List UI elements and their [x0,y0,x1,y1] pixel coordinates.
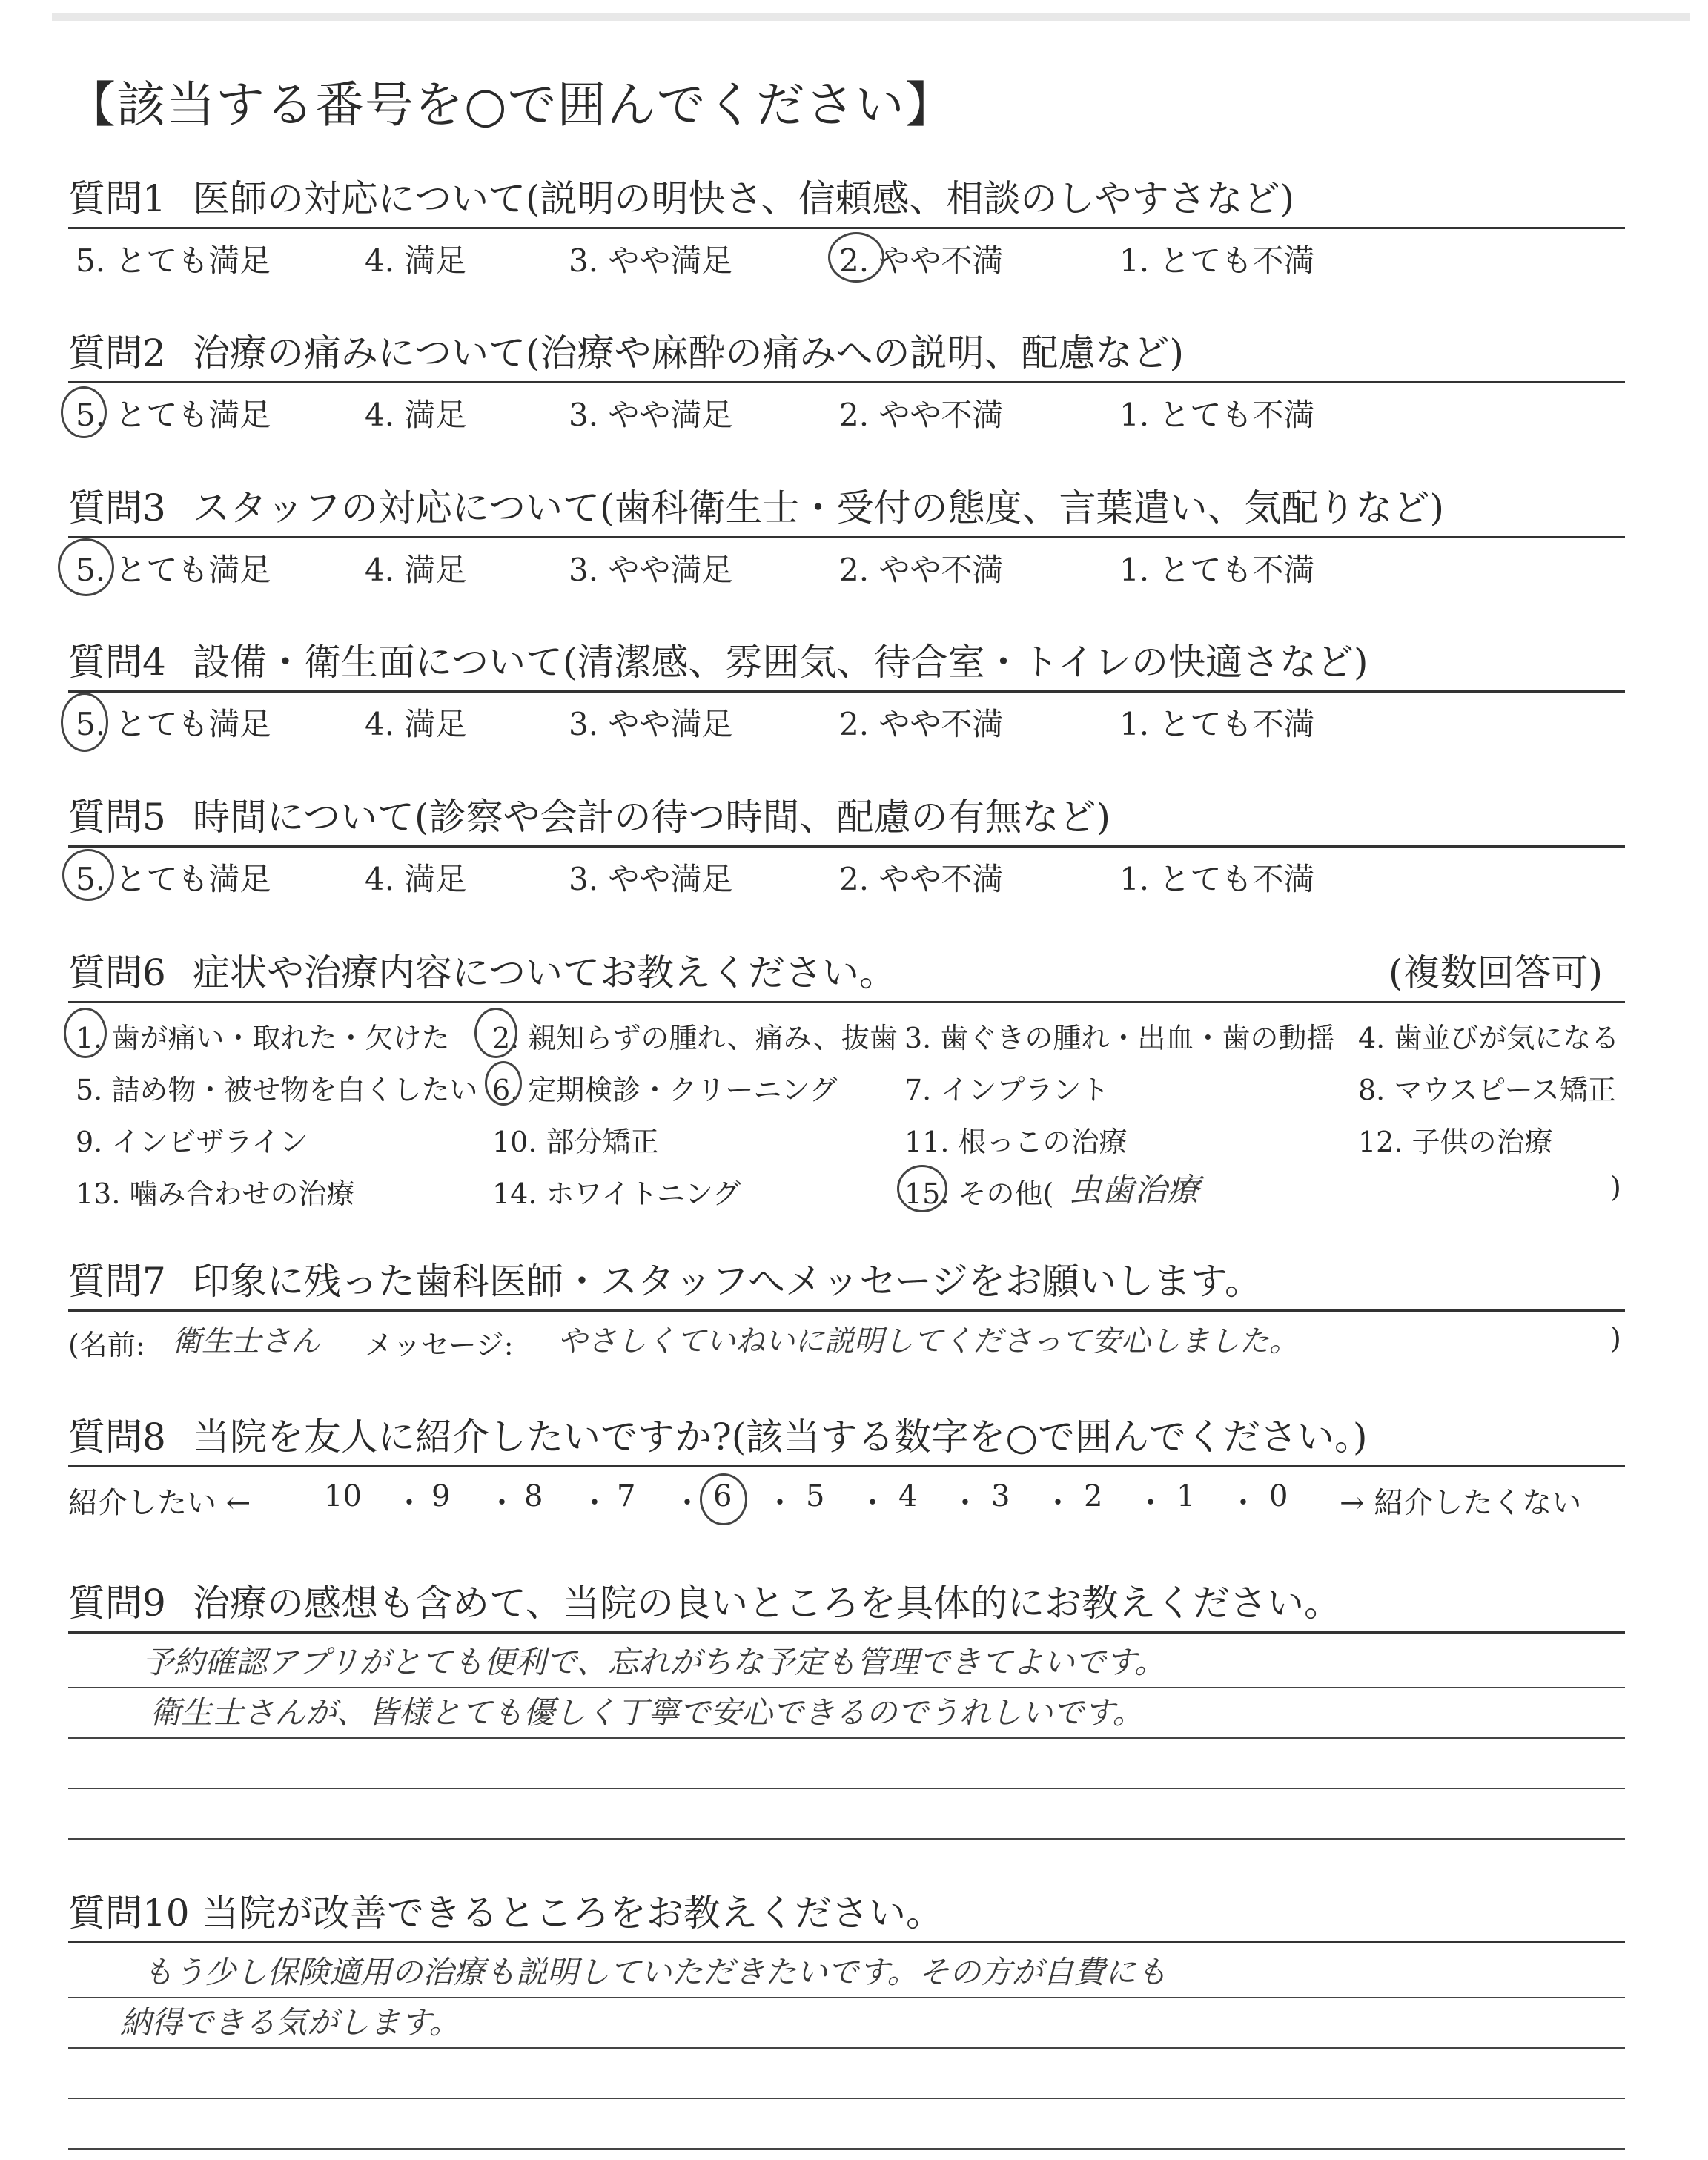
selection-circle [61,386,107,438]
option-3[interactable]: 3. やや満足 [569,552,733,588]
scale-dot: ・ [1136,1486,1165,1520]
question-number: 質問6 [68,951,166,994]
option-9[interactable]: 9. インビザライン [76,1126,308,1158]
message-close-paren: ) [1610,1322,1621,1355]
option-5[interactable]: 5. とても満足 [76,706,271,742]
question-9 [68,1573,1625,1840]
answer-line[interactable] [68,2099,1625,2150]
answer-line[interactable] [68,1948,1625,1998]
option-2[interactable]: 2. やや不満 [839,552,1004,588]
scale-0[interactable]: 0 [1269,1479,1288,1513]
answer-line[interactable] [68,1789,1625,1840]
question-text: スタッフの対応について(歯科衛生士・受付の態度、言葉遣い、気配りなど) [193,486,1445,529]
scale-right-label: → 紹介したくない [1340,1486,1582,1520]
question-text: 治療の痛みについて(治療や麻酔の痛みへの説明、配慮など) [193,331,1185,374]
message-value-handwritten[interactable]: やさしくていねいに説明してくださって安心しました。 [557,1324,1299,1358]
option-3[interactable]: 3. やや満足 [569,706,733,742]
question-number: 質問7 [68,1260,166,1303]
scale-dot: ・ [858,1486,887,1520]
question-3 [68,478,1625,587]
divider [68,690,1625,693]
scale-5[interactable]: 5 [806,1479,825,1513]
scale-dot: ・ [394,1486,424,1520]
question-2 [68,323,1625,432]
selection-circle [62,849,114,901]
question-5 [68,787,1625,896]
message-row [68,1318,1625,1362]
question-text: 当院を友人に紹介したいですか?(該当する数字を○で囲んでください。) [193,1416,1368,1459]
scale-9[interactable]: 9 [431,1479,451,1513]
question-text: 設備・衛生面について(清潔感、雰囲気、待合室・トイレの快適さなど) [193,641,1368,684]
option-1[interactable]: 1. 歯が痛い・取れた・欠けた [76,1022,450,1054]
selection-circle [474,1008,517,1058]
scale-4[interactable]: 4 [898,1479,918,1513]
selection-circle [58,538,114,596]
option-5[interactable]: 5. 詰め物・被せ物を白くしたい [76,1074,478,1106]
question-text: 治療の感想も含めて、当院の良いところを具体的にお教えください。 [193,1582,1341,1625]
option-2[interactable]: 2. やや不満 [839,706,1004,742]
answer-line[interactable] [68,2049,1625,2099]
rating-options [68,543,1625,587]
question-number: 質問4 [68,641,166,684]
option-5[interactable]: 5. とても満足 [76,861,271,897]
rating-options [68,388,1625,432]
question-number: 質問3 [68,486,166,529]
selection-circle [897,1165,947,1212]
answer-line[interactable] [68,1998,1625,2049]
scale-dot: ・ [950,1486,980,1520]
divider [68,1631,1625,1634]
scale-dot: ・ [487,1486,517,1520]
option-4[interactable]: 4. 満足 [365,861,467,897]
question-text: 印象に残った歯科医師・スタッフへメッセージをお願いします。 [193,1260,1262,1303]
option-1[interactable]: 1. とても不満 [1119,552,1315,588]
option-12[interactable]: 12. 子供の治療 [1358,1126,1553,1158]
question-number: 質問9 [68,1582,166,1625]
question-text: 医師の対応について(説明の明快さ、信頼感、相談のしやすさなど) [193,177,1295,220]
option-2[interactable]: 2. やや不満 [839,861,1004,897]
answer-lines [68,1948,1625,2150]
option-5[interactable]: 5. とても満足 [76,397,271,433]
scale-7[interactable]: 7 [617,1479,636,1513]
selection-circle [485,1061,522,1106]
question-7 [68,1252,1625,1362]
handwritten-answer: 納得できる気がします。 [120,2004,460,2041]
scale-3[interactable]: 3 [991,1479,1010,1513]
option-7[interactable]: 7. インプラント [904,1074,1110,1106]
question-number: 質問2 [68,331,166,374]
option-3[interactable]: 3. 歯ぐきの腫れ・出血・歯の動揺 [904,1022,1335,1054]
name-value-handwritten[interactable]: 衛生士さん [172,1324,320,1358]
other-close-paren: ) [1610,1171,1621,1203]
option-8[interactable]: 8. マウスピース矯正 [1358,1074,1616,1106]
question-1 [68,169,1625,278]
option-5[interactable]: 5. とても満足 [76,242,271,279]
scale-dot: ・ [1228,1486,1258,1520]
option-13[interactable]: 13. 噛み合わせの治療 [76,1178,355,1210]
scale-left-label: 紹介したい ← [68,1486,251,1520]
divider [68,227,1625,229]
selection-circle [700,1473,747,1525]
question-8 [68,1407,1625,1521]
option-2[interactable]: 2. やや不満 [839,242,1004,279]
handwritten-answer: もう少し保険適用の治療も説明していただきたいです。その方が自費にも [142,1954,1168,1990]
scale-dot: ・ [765,1486,795,1520]
answer-lines [68,1638,1625,1840]
question-number: 質問8 [68,1416,166,1459]
page-title: 【該当する番号を○で囲んでください】 [67,76,955,133]
scale-1[interactable]: 1 [1176,1479,1196,1513]
option-2[interactable]: 2. やや不満 [839,397,1004,433]
option-15[interactable]: 15. その他( [904,1178,1054,1210]
answer-line[interactable] [68,1688,1625,1739]
rating-options [68,697,1625,742]
rating-options [68,234,1625,278]
divider [68,1465,1625,1467]
question-text: 当院が改善できるところをお教えください。 [202,1892,943,1935]
option-2[interactable]: 2. 親知らずの腫れ、痛み、抜歯 [492,1022,898,1054]
selection-circle [828,232,884,283]
multiple-answers-note: (複数回答可) [1388,951,1603,994]
option-4[interactable]: 4. 満足 [365,552,467,588]
answer-line[interactable] [68,1638,1625,1688]
question-text: 症状や治療内容についてお教えください。 [193,951,896,994]
question-4 [68,633,1625,742]
option-1[interactable]: 1. とても不満 [1119,861,1315,897]
symptom-options [68,1008,1625,1208]
option-4[interactable]: 4. 満足 [365,706,467,742]
other-text-handwritten[interactable]: 虫歯治療 [1069,1172,1199,1209]
scale-dot: ・ [580,1486,609,1520]
option-1[interactable]: 1. とても不満 [1119,397,1315,433]
message-label: メッセージ: [365,1329,514,1361]
option-6[interactable]: 6. 定期検診・クリーニング [492,1074,838,1106]
option-3[interactable]: 3. やや満足 [569,861,733,897]
answer-line[interactable] [68,1739,1625,1789]
question-number: 質問1 [68,177,166,220]
scale-dot: ・ [672,1486,702,1520]
option-4[interactable]: 4. 満足 [365,397,467,433]
divider [68,1941,1625,1943]
scale-6[interactable]: 6 [713,1479,732,1513]
question-6 [68,943,1625,1208]
handwritten-answer: 衛生士さんが、皆様とても優しく丁寧で安心できるのでうれしいです。 [150,1694,1144,1731]
scale-2[interactable]: 2 [1084,1479,1103,1513]
handwritten-answer: 予約確認アプリがとても便利で、忘れがちな予定も管理できてよいです。 [142,1644,1166,1680]
question-10 [68,1883,1625,2150]
question-number: 質問5 [68,796,166,839]
option-11[interactable]: 11. 根っこの治療 [904,1126,1128,1158]
option-1[interactable]: 1. とても不満 [1119,242,1315,279]
option-10[interactable]: 10. 部分矯正 [492,1126,659,1158]
question-text: 時間について(診察や会計の待つ時間、配慮の有無など) [193,796,1111,839]
option-3[interactable]: 3. やや満足 [569,397,733,433]
option-4[interactable]: 4. 歯並びが気になる [1358,1022,1620,1054]
scale-dot: ・ [1043,1486,1073,1520]
option-1[interactable]: 1. とても不満 [1119,706,1315,742]
top-edge-line [52,13,1690,21]
scale-8[interactable]: 8 [524,1479,543,1513]
divider [68,1309,1625,1312]
divider [68,1001,1625,1003]
scale-10[interactable]: 10 [324,1479,362,1513]
divider [68,381,1625,383]
rating-options [68,852,1625,896]
recommend-scale [68,1473,1625,1521]
selection-circle [61,693,108,752]
option-3[interactable]: 3. やや満足 [569,242,733,279]
option-5[interactable]: 5. とても満足 [76,552,271,588]
name-label: (名前: [68,1329,145,1361]
option-14[interactable]: 14. ホワイトニング [492,1178,741,1210]
divider [68,536,1625,538]
divider [68,845,1625,848]
option-4[interactable]: 4. 満足 [365,242,467,279]
selection-circle [64,1008,107,1058]
question-number: 質問10 [68,1892,190,1935]
